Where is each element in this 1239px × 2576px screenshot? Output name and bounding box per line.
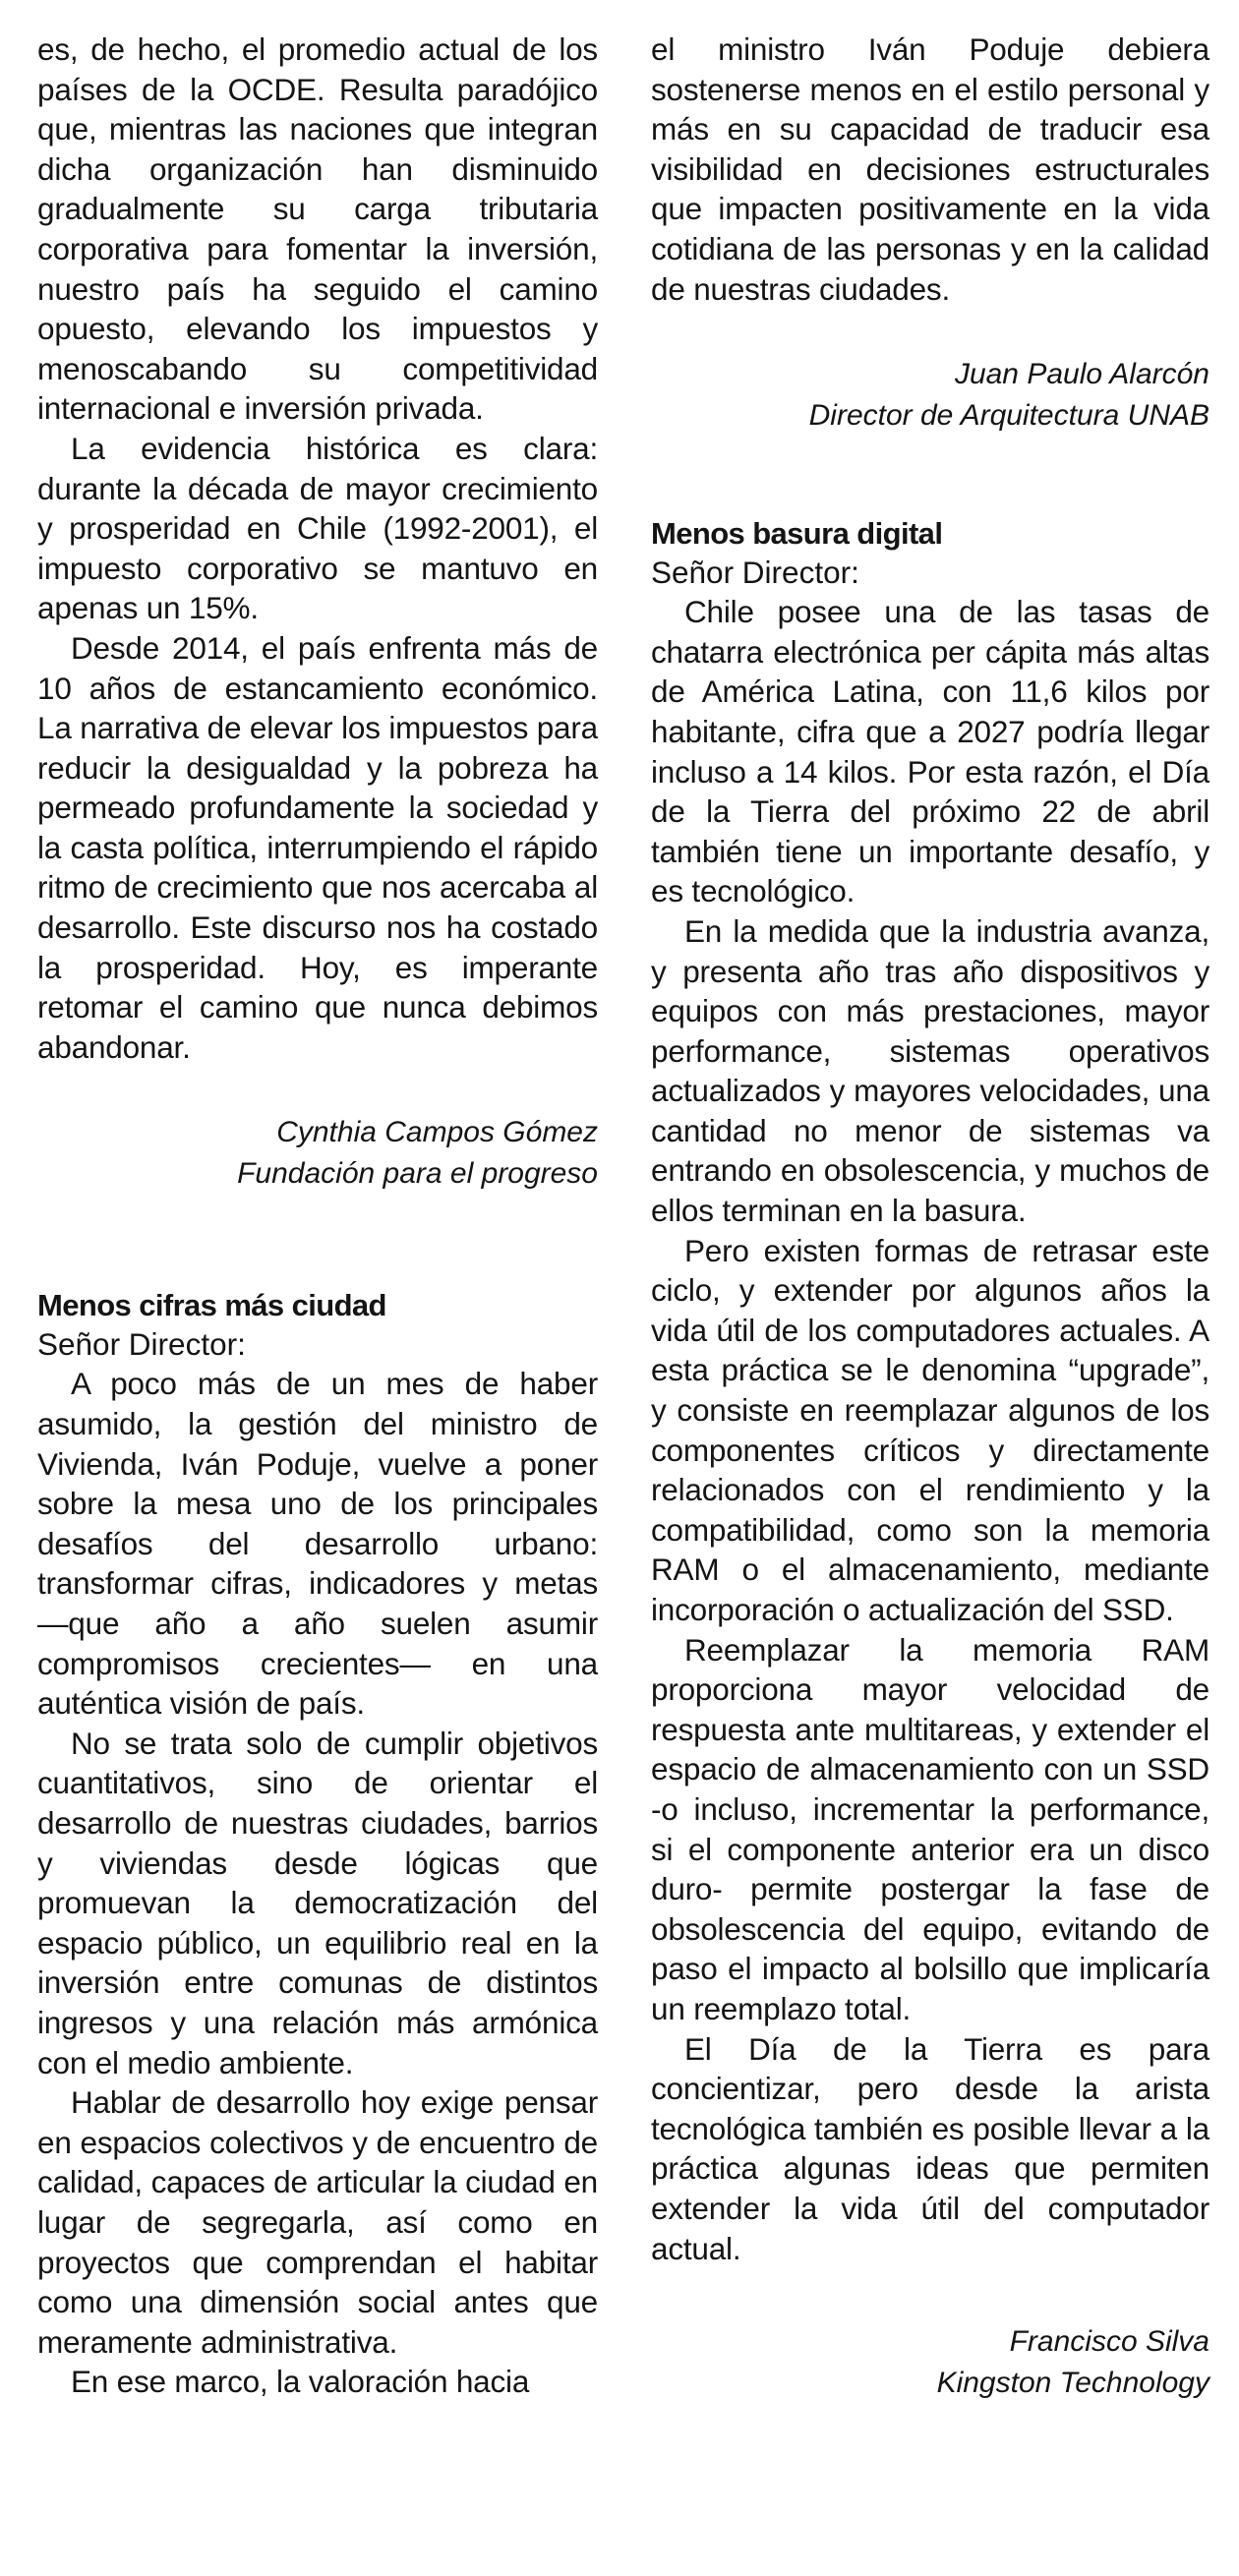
paragraph: No se trata solo de cumplir objetivos cuantitativos, sino de orientar el desarrollo de nuestras ciudades, barrios y viviendas desde lógicas que promuevan la democratización del espacio público, un equilibrio real en la inversión entre comunas de distintos ingresos y una relación más armónica con el medio ambiente. — [37, 1725, 598, 2080]
signature-name: Juan Paulo Alarcón — [954, 358, 1210, 391]
continued-letter-right — [651, 29, 1210, 309]
signature-block — [651, 354, 1210, 437]
paragraph: Reemplazar la memoria RAM proporciona mayor velocidad de respuesta ante multitareas, y extender el espacio de almacenamiento con un SSD -o incluso, incrementar la performance, si el componente anterior era un disco duro- permite postergar la fase de obsolescencia del equipo, evitando de paso el impacto al bolsillo que implicaría un reemplazo total. — [651, 1631, 1210, 2026]
signature-organization: Fundación para el progreso — [237, 1157, 598, 1191]
right-column — [651, 29, 1210, 2404]
continued-letter-left — [37, 29, 598, 1067]
letter-menos-cifras — [37, 1287, 598, 2401]
paragraph: La evidencia histórica es clara: durante la década de mayor crecimiento y prosperidad en Chile (1992-2001), el impuesto corporativo se mantuvo en apenas un 15%. — [37, 430, 598, 626]
paragraph: En la medida que la industria avanza, y presenta año tras año dispositivos y equipos con más prestaciones, mayor performance, sistemas operativos actualizados y mayores velocidades, una cantidad no menor de sistemas va entrando en obsolescencia, y muchos de ellos terminan en la basura. — [651, 912, 1210, 1229]
paragraph: El Día de la Tierra es para concientizar, pero desde la arista tecnológica también es posible llevar a la práctica algunas ideas que permiten extender la vida útil del computador actual. — [651, 2030, 1210, 2266]
paragraph: es, de hecho, el promedio actual de los países de la OCDE. Resulta paradójico que, mientras las naciones que integran dicha organización han disminuido gradualmente su carga tributaria corporativa para fomentar la inversión, nuestro país ha seguido el camino opuesto, elevando los impuestos y menoscabando su competitividad internacional e inversión privada. — [37, 31, 598, 427]
paragraph: el ministro Iván Poduje debiera sostenerse menos en el estilo personal y más en su capacidad de traducir esa visibilidad en decisiones estructurales que impacten positivamente en la vida cotidiana de las personas y en la calidad de nuestras ciudades. — [651, 31, 1210, 307]
signature-organization: Director de Arquitectura UNAB — [808, 399, 1210, 433]
paragraph: Hablar de desarrollo hoy exige pensar en espacios colectivos y de encuentro de calidad, capaces de articular la ciudad en lugar de segregarla, así como en proyectos que comprendan el habitar como una dimensión social antes que meramente administrativa. — [37, 2084, 598, 2360]
signature-block — [37, 1112, 598, 1195]
signature-block — [651, 2321, 1210, 2404]
letter-title: Menos basura digital — [651, 516, 943, 552]
letter-salutation: Señor Director: — [651, 555, 859, 591]
paragraph: Desde 2014, el país enfrenta más de 10 años de estancamiento económico. La narrativa de elevar los impuestos para reducir la desigualdad y la pobreza ha permeado profundamente la sociedad y la casta política, interrumpiendo el rápido ritmo de crecimiento que nos acercaba al desarrollo. Este discurso nos ha costado la prosperidad. Hoy, es imperante retomar el camino que nunca debimos abandonar. — [37, 629, 598, 1065]
paragraph: A poco más de un mes de haber asumido, la gestión del ministro de Vivienda, Iván Poduje, vuelve a poner sobre la mesa uno de los principales desafíos del desarrollo urbano: transformar cifras, indicadores y metas —que año a año suelen asumir compromisos crecientes— en una auténtica visión de país. — [37, 1366, 598, 1722]
signature-name: Cynthia Campos Gómez — [276, 1116, 598, 1149]
signature-name: Francisco Silva — [1009, 2325, 1210, 2359]
left-column — [37, 29, 598, 2402]
letter-menos-basura-digital — [651, 515, 1210, 2268]
paragraph: Chile posee una de las tasas de chatarra electrónica per cápita más altas de América Latina, con 11,6 kilos por habitante, cifra que a 2027 podría llegar incluso a 14 kilos. Por esta razón, el Día de la Tierra del próximo 22 de abril también tiene un importante desafío, y es tecnológico. — [651, 594, 1210, 909]
paragraph: En ese marco, la valoración hacia — [71, 2364, 530, 2400]
letter-salutation: Señor Director: — [37, 1326, 246, 1363]
letter-title: Menos cifras más ciudad — [37, 1288, 386, 1323]
paragraph: Pero existen formas de retrasar este ciclo, y extender por algunos años la vida útil de los computadores actuales. A esta práctica se le denomina “upgrade”, y consiste en reemplazar algunos de los componentes críticos y directamente relacionados con el rendimiento y la compatibilidad, como son la memoria RAM o el almacenamiento, mediante incorporación o actualización del SSD. — [651, 1232, 1210, 1627]
signature-organization: Kingston Technology — [936, 2367, 1210, 2400]
